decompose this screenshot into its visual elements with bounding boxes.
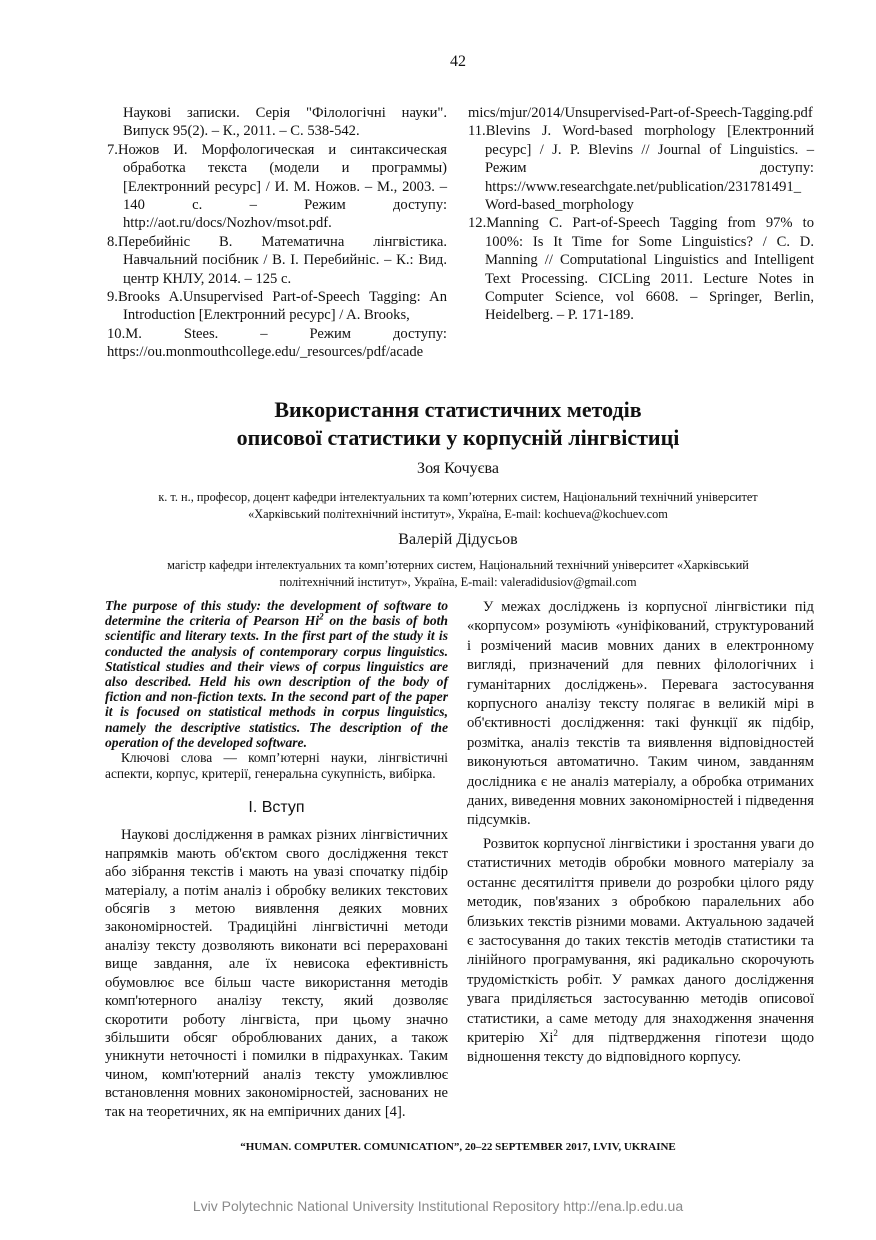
affiliation-line: політехнічний інститут», Україна, E-mail: valeradidusiov@gmail.com: [279, 575, 637, 589]
page-number: 42: [450, 53, 466, 70]
reference-item: 8.Перебийніс В. Математична лінгвістика. Навчальний посібник / В. І. Перебийніс. – К.: Вид. центр КНЛУ, 2014. – 125 с.: [107, 233, 447, 287]
affiliation-line: магістр кафедри інтелектуальних та комп’ютерних систем, Національний технічний університет «Харківський: [167, 558, 749, 572]
body-text: для підтвердження гіпотези щодо відношення тексту до відповідного корпусу.: [467, 1029, 814, 1066]
references-left: [107, 104, 447, 362]
abstract-text: The purpose of this study: the development of software to determine the criteria of Pearson Hi: [105, 598, 448, 629]
repository-watermark: Lviv Polytechnic National University Institutional Repository http://ena.lp.edu.ua: [192, 1198, 684, 1214]
body-paragraph: Наукові дослідження в рамках різних лінгвістичних напрямків мають об'єктом свого дослідження текст або зібрання текстів і мають на увазі спочатку підбір матеріалу, а потім аналіз і обробку великих текстових обсягів з метою виявлення деяких мовних закономірностей. Традиційні лінгвістичні методи аналізу тексту дозволяють виконати всі перераховані вище завдання, але їх невисока ефективність обумовлює все більш часте використання методів комп'ютерного аналізу тексту, який дозволяє скоротити роботу лінгвіста, при цьому значно збільшити обсяг оброблюваних даних, а також уникнути неточності і помилки в підрахунках. Таким чином, комп'ютерний аналіз тексту уможливлює встановлення мовних закономірностей, заснованих не так на теоретичних, як на емпіричних даних [4].: [105, 827, 448, 1120]
body-paragraph: [467, 835, 814, 1068]
reference-item: 11.Blevins J. Word-based morphology [Електронний ресурс] / J. P. Blevins // Journal of Linguistics. – Режим доступу: https://www.researchgate.net/publication/231781491_ Word-based_morphology: [468, 123, 814, 214]
reference-item: mics/mjur/2014/Unsupervised-Part-of-Speech-Tagging.pdf: [468, 105, 813, 121]
body-text: Розвиток корпусної лінгвістики і зростання уваги до статистичних методів обробки мовного матеріалу за останнє десятиліття привели до розробки цілого ряду методик, пов'язаних з обробкою паралельних або близьких текстів різними мовами. Актуальною задачей є застосування до таких текстів методів статистики та лінійного програмування, які радикально скорочують трудомісткість робіт. У рамках даного дослідження увага приділяється застосуванню методів описової статистики, а саме методу для знаходження значення критерію Xi: [467, 835, 814, 1046]
section-heading: I. Вступ: [248, 799, 305, 817]
reference-item: 9.Brooks A.Unsupervised Part-of-Speech Tagging: An Introduction [Електронний ресурс] / A. Brooks,: [107, 289, 447, 324]
abstract-text: on the basis of both scientific and literary texts. In the first part of the study it is conducted the analysis of contemporary corpus linguistics. Statistical studies and their views of corpus linguistics are also described. Held his own description of the body of fiction and non-fiction texts. In the second part of the paper it is focused on statistical methods in corpus linguistics, namely the descriptive statistics. The description of the operation of the developed software.: [105, 613, 448, 750]
left-column: [105, 598, 448, 1121]
abstract: [105, 598, 448, 750]
paper-title: [0, 396, 876, 452]
superscript: 2: [319, 611, 324, 622]
title-line: Використання статистичних методів: [274, 397, 642, 422]
reference-item: Наукові записки. Серія "Філологічні науки". Випуск 95(2). – К., 2011. – С. 538-542.: [123, 105, 447, 140]
title-line: описової статистики у корпусній лінгвістиці: [236, 425, 680, 450]
reference-item: 10.M. Stees. – Режим доступу: https://ou.monmouthcollege.edu/_resources/pdf/acade: [107, 325, 447, 361]
reference-item: 12.Manning C. Part-of-Speech Tagging from 97% to 100%: Is It Time for Some Linguistics? / C. D. Manning // Computational Linguistics and Intelligent Text Processing. CICLing 2011. Lecture Notes in Computer Science, vol 6608. – Springer, Berlin, Heidelberg. – P. 171-189.: [468, 215, 814, 324]
affiliation-line: к. т. н., професор, доцент кафедри інтелектуальних та комп’ютерних систем, Національний технічний університет: [158, 490, 758, 504]
author-name: Зоя Кочуєва: [417, 460, 499, 477]
superscript: 2: [553, 1028, 558, 1039]
affiliation-line: «Харківський політехнічний інститут», Україна, E-mail: kochueva@kochuev.com: [248, 507, 668, 521]
reference-item: 7.Ножов И. Морфологическая и синтаксическая обработка текста (модели и программы) [Електронний ресурс] / И. М. Ножов. – М., 2003. – 140 с. – Режим доступу: http://aot.ru/docs/Nozhov/msot.pdf.: [107, 141, 447, 232]
keywords: Ключові слова — комп’ютерні науки, лінгвістичні аспекти, корпус, критерії, генеральна сукупність, вибірка.: [105, 750, 448, 782]
author-name: Валерій Дідусьов: [398, 531, 518, 548]
author-affiliation: [0, 557, 876, 591]
body-paragraph: У межах досліджень із корпусної лінгвістики під «корпусом» розуміють «уніфікований, структурований і розмічений масив мовних даних в електронному вигляді, призначений для певних філологічних і гуманітарних досліджень». Перевага застосування корпусного аналізу тексту полягає в великій мірі в об'єктивності дослідження: такі функції як підбір, розмітка, аналіз текстів та виявлення відповідностей виконуються автоматично. Таким чином, завданням дослідника є не аналіз матеріалу, а обробка отриманих даних, виведення мовних закономірностей і підведення підсумків.: [467, 599, 814, 829]
right-column: [467, 598, 814, 1068]
references-right: [468, 104, 814, 325]
conference-footer: “HUMAN. COMPUTER. COMUNICATION”, 20–22 SEPTEMBER 2017, LVIV, UKRAINE: [240, 1141, 676, 1153]
author-affiliation: [0, 489, 876, 523]
